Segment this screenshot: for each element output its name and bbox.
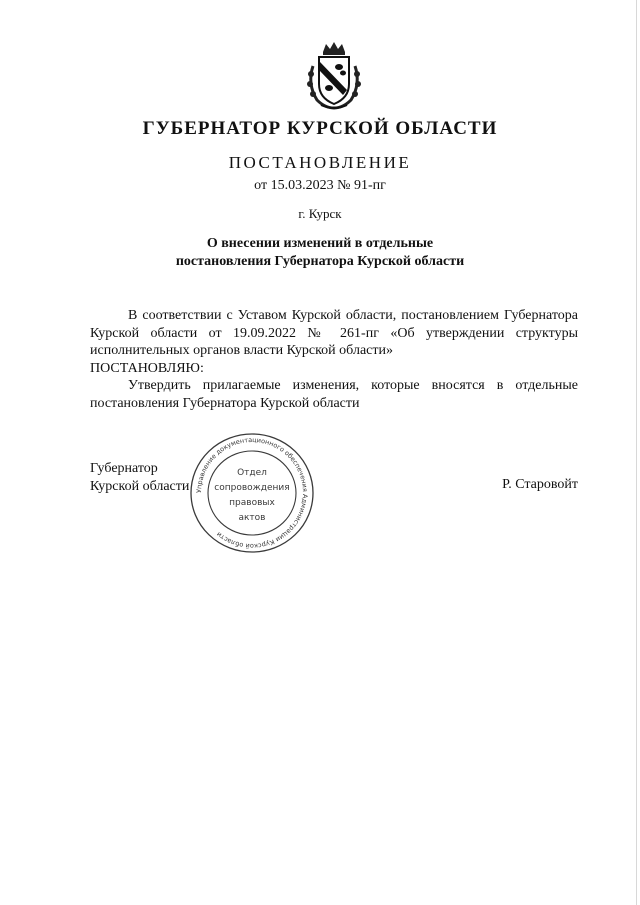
authority-title: ГУБЕРНАТОР КУРСКОЙ ОБЛАСТИ bbox=[142, 118, 498, 139]
stamp-text-line: актов bbox=[238, 513, 266, 523]
signatory-title-line: Губернатор bbox=[90, 461, 158, 476]
document-body bbox=[90, 307, 578, 412]
signatory-title-line: Курской области bbox=[90, 478, 190, 494]
city: г. Курск bbox=[298, 206, 342, 221]
document-type: ПОСТАНОВЛЕНИЕ bbox=[228, 153, 412, 172]
stamp-ring-text: Управление документационного обеспечения Администрации Курской области bbox=[194, 435, 310, 551]
signatory-name: Р. Старовойт bbox=[502, 477, 578, 492]
coat-of-arms-kursk-icon bbox=[299, 40, 369, 112]
stamp-text-line: сопровождения bbox=[214, 483, 290, 493]
body-paragraph: В соответствии с Уставом Курской области, постановлением Губернатора Курской области от 19.09.2022 № 261-пг «Об утверждении структуры исполнительных органов власти Курской области» bbox=[90, 308, 578, 358]
document-subject bbox=[0, 235, 640, 271]
stamp-text-line: правовых bbox=[229, 498, 275, 508]
subject-line: постановления Губернатора Курской области bbox=[175, 254, 465, 269]
signatory-title bbox=[90, 460, 189, 495]
subject-line: О внесении изменений в отдельные bbox=[206, 236, 434, 251]
stamp-text-line: Отдел bbox=[237, 468, 267, 478]
scan-edge-line bbox=[636, 0, 637, 905]
document-number: от 15.03.2023 № 91-пг bbox=[254, 178, 386, 193]
decree-word: ПОСТАНОВЛЯЮ: bbox=[90, 360, 204, 376]
official-stamp bbox=[188, 431, 316, 555]
body-paragraph: Утвердить прилагаемые изменения, которые вносятся в отдельные постановления Губернатора Курской области bbox=[90, 378, 578, 411]
